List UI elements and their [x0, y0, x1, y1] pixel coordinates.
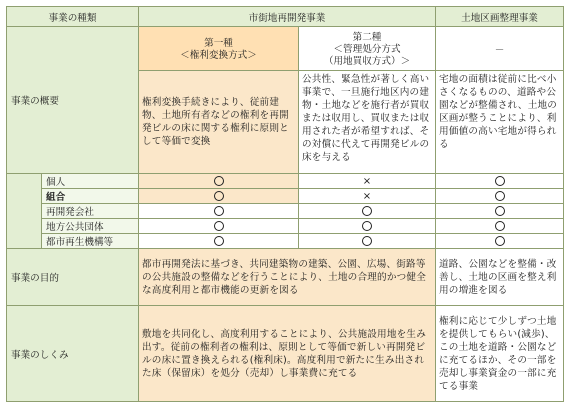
implementer-land-0	[436, 174, 564, 189]
mechanism-redevelopment-text: 敷地を共同化し、高度利用することにより、公共施設用地を生み出す。従前の権利者の権利は、原則として等価で新しい再開発ビルの床に置き換えられる(権利床)。高度利用で新たに生み出された床（保留床）を処分（売却）し事業費に充てる	[139, 306, 436, 402]
circle-mark-icon	[495, 236, 505, 246]
implementer-type1-0	[139, 174, 299, 189]
implementer-type1-3	[139, 219, 299, 234]
circle-mark-icon	[495, 221, 505, 231]
mechanism-land-text: 権利に応じて少しずつ土地を提供してもらい(減歩)、この土地を道路・公園などに充てるほか、その一部を売却し事業資金の一部に充てる事業	[436, 306, 564, 402]
comparison-table	[6, 6, 564, 402]
purpose-redevelopment-text: 都市再開発法に基づき、共同建築物の建築、公園、広場、街路等の公共施設の整備などを行うことにより、土地の合理的かつ健全な高度利用と都市機能の更新を図る	[139, 249, 436, 306]
type1-method: ＜権利変換方式＞	[180, 50, 257, 61]
type2-overview-text: 公共性、緊急性が著しく高い事業で、一旦施行地区内の建物・土地などを施行者が買収または収用し、買収または収用された者が希望すれば、その対償に代えて再開発ビルの床を与える	[299, 71, 436, 174]
circle-mark-icon	[495, 191, 505, 201]
header-land-readjustment: 土地区画整理事業	[436, 7, 564, 27]
implementer-type1-4	[139, 234, 299, 249]
circle-mark-icon	[362, 236, 372, 246]
implementer-name-4: 都市再生機構等	[42, 234, 139, 249]
overview-label: 事業の概要	[7, 27, 139, 174]
implementer-type2-1: ×	[299, 189, 436, 204]
header-business-type: 事業の種類	[7, 7, 139, 27]
circle-mark-icon	[214, 206, 224, 216]
implementer-name-0: 個人	[42, 174, 139, 189]
implementer-land-4	[436, 234, 564, 249]
mechanism-label: 事業のしくみ	[7, 306, 139, 402]
purpose-land-text: 道路、公園などを整備・改善し、土地の区画を整え利用の増進を図る	[436, 249, 564, 306]
type2-method: ＜管理処分方式	[333, 44, 401, 55]
land-type-dash: －	[436, 27, 564, 71]
implementer-land-1	[436, 189, 564, 204]
type1-overview-text: 権利変換手続きにより、従前建物、土地所有者などの権利を再開発ビルの床に関する権利に原則として等価で変換	[139, 71, 299, 174]
type2-name: 第二種	[352, 32, 382, 43]
type2-header	[299, 27, 436, 71]
type1-name: 第一種	[204, 38, 233, 49]
implementer-land-2	[436, 204, 564, 219]
implementer-type2-0: ×	[299, 174, 436, 189]
circle-mark-icon	[362, 206, 372, 216]
implementer-name-2: 再開発会社	[42, 204, 139, 219]
circle-mark-icon	[214, 191, 224, 201]
circle-mark-icon	[495, 206, 505, 216]
circle-mark-icon	[214, 221, 224, 231]
implementer-type1-1	[139, 189, 299, 204]
implementer-type2-3	[299, 219, 436, 234]
implementer-type2-4	[299, 234, 436, 249]
purpose-label: 事業の目的	[7, 249, 139, 306]
land-overview-text: 宅地の面積は従前に比べ小さくなるものの、道路や公園などが整備され、土地の区画が整うことにより、利用価値の高い宅地が得られる	[436, 71, 564, 174]
circle-mark-icon	[214, 236, 224, 246]
implementer-label-spacer	[7, 174, 42, 249]
implementer-name-3: 地方公共団体	[42, 219, 139, 234]
implementer-type2-2	[299, 204, 436, 219]
type2-method-alt: （用地買収方式）＞	[323, 56, 411, 67]
circle-mark-icon	[214, 176, 224, 186]
implementer-land-3	[436, 219, 564, 234]
circle-mark-icon	[362, 221, 372, 231]
implementer-type1-2	[139, 204, 299, 219]
implementer-name-1: 組合	[42, 189, 139, 204]
circle-mark-icon	[495, 176, 505, 186]
header-urban-redevelopment: 市街地再開発事業	[139, 7, 436, 27]
type1-header	[139, 27, 299, 71]
